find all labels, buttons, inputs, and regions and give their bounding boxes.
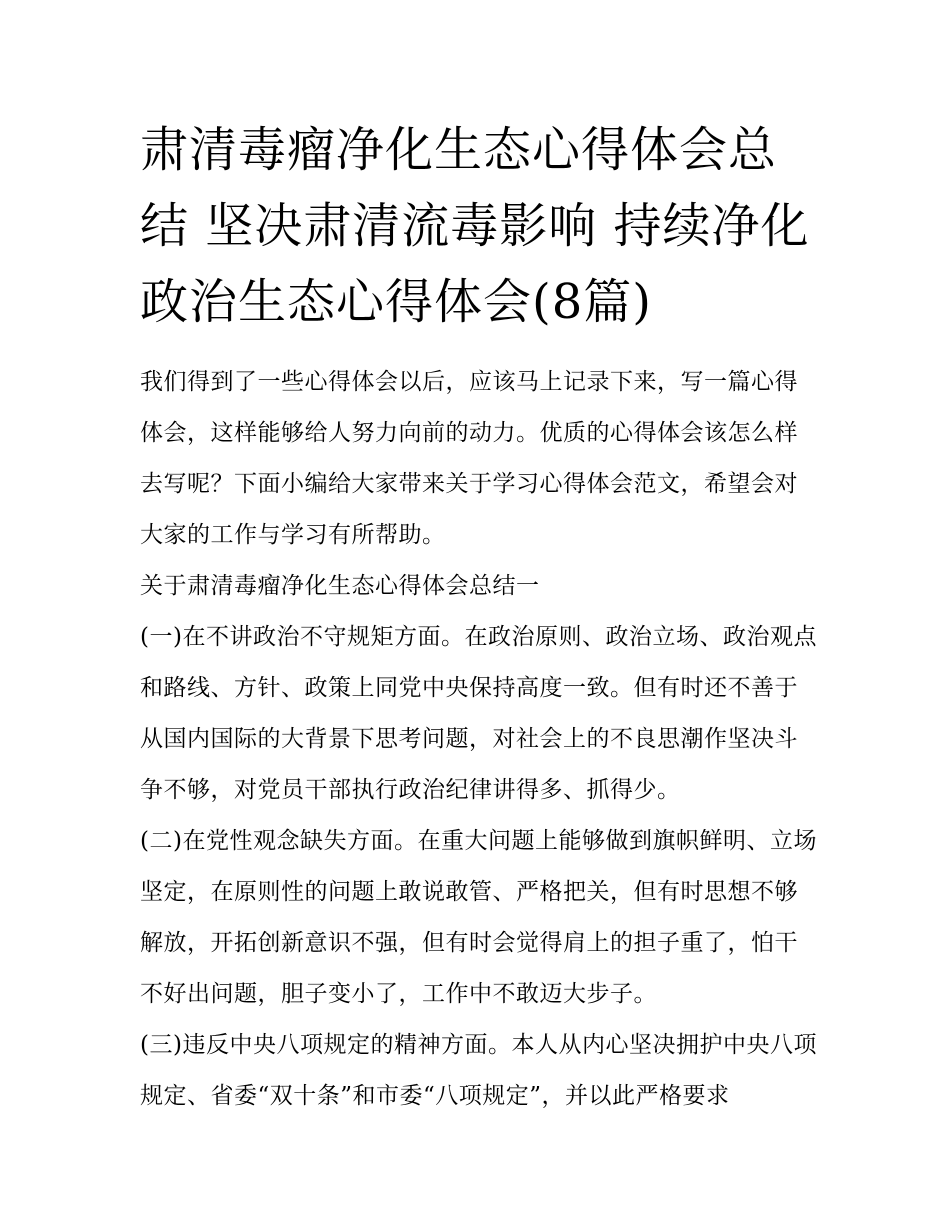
- section-heading: 关于肃清毒瘤净化生态心得体会总结一: [140, 573, 540, 599]
- body-paragraph-3: (三)违反中央八项规定的精神方面。本人从内心坚决拥护中央八项规定、省委“双十条”和市委“八项规定”，并以此严格要求: [140, 1032, 817, 1109]
- body-paragraph-2: (二)在党性观念缺失方面。在重大问题上能够做到旗帜鲜明、立场坚定，在原则性的问题上敢说敢管、严格把关，但有时思想不够解放，开拓创新意识不强，但有时会觉得肩上的担子重了，怕干不好出问题，胆子变小了，工作中不敢迈大步子。: [140, 828, 817, 1007]
- intro-paragraph: 我们得到了一些心得体会以后，应该马上记录下来，写一篇心得体会，这样能够给人努力向前的动力。优质的心得体会该怎么样去写呢？下面小编给大家带来关于学习心得体会范文，希望会对大家的工作与学习有所帮助。: [140, 369, 798, 548]
- document-title: 肃清毒瘤净化生态心得体会总结 坚决肃清流毒影响 持续净化政治生态心得体会(8篇): [140, 122, 810, 330]
- document-body: [140, 357, 820, 1122]
- body-paragraph-1: (一)在不讲政治不守规矩方面。在政治原则、政治立场、政治观点和路线、方针、政策上同党中央保持高度一致。但有时还不善于从国内国际的大背景下思考问题，对社会上的不良思潮作坚决斗争不够，对党员干部执行政治纪律讲得多、抓得少。: [140, 624, 817, 803]
